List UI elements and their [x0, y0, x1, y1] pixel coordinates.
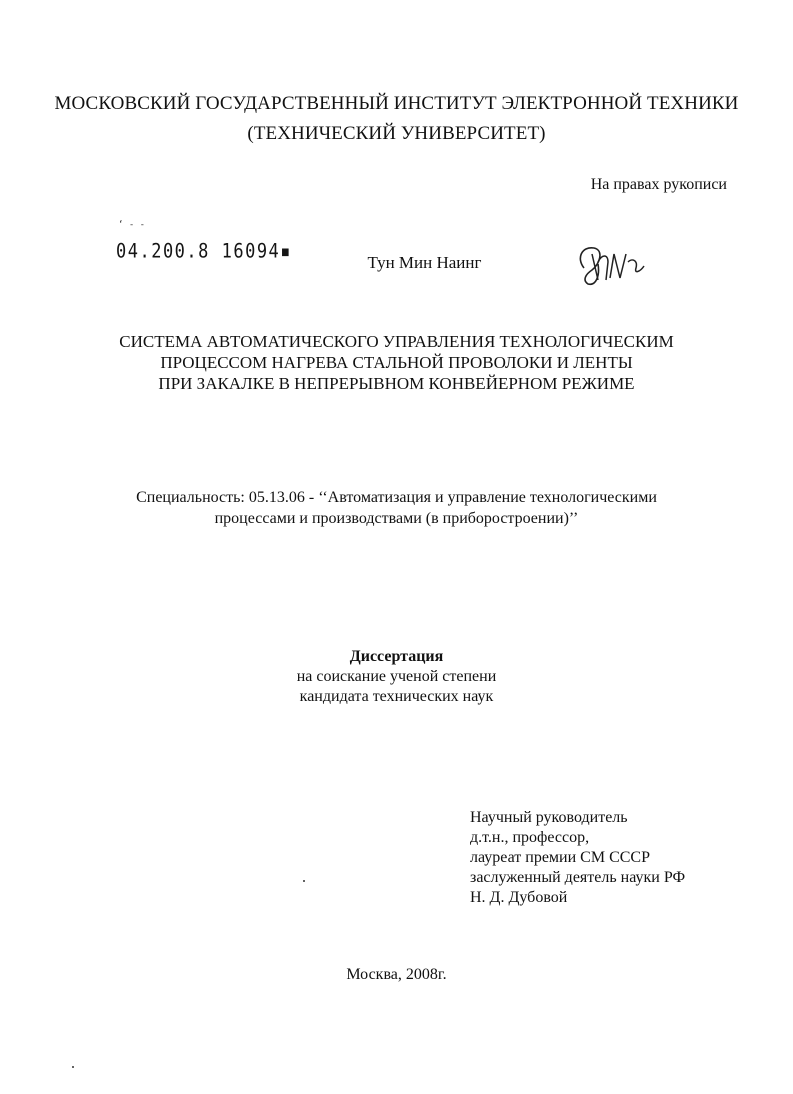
stamp-digits: 04.200.8 16094	[116, 240, 281, 263]
manuscript-note: На правах рукописи	[590, 176, 727, 193]
author-name: Тун Мин Наинг	[367, 253, 482, 272]
scan-speck	[303, 880, 305, 882]
institution-subtitle: (ТЕХНИЧЕСКИЙ УНИВЕРСИТЕТ)	[247, 123, 546, 144]
supervisor-block	[470, 808, 685, 908]
stamp-dash-icon: ▪	[280, 240, 293, 263]
dissertation-block	[0, 647, 793, 707]
supervisor-line: Научный руководитель	[470, 809, 628, 826]
specialty	[0, 487, 793, 529]
specialty-line: Специальность: 05.13.06 - ‘‘Автоматизация и управление технологическими	[136, 489, 657, 506]
supervisor-line: заслуженный деятель науки РФ	[470, 869, 686, 886]
title-line: ПРОЦЕССОМ НАГРЕВА СТАЛЬНОЙ ПРОВОЛОКИ И ЛЕНТЫ	[160, 353, 633, 372]
dissertation-heading: Диссертация	[349, 648, 444, 665]
supervisor-name: Н. Д. Дубовой	[470, 889, 568, 906]
title-line: ПРИ ЗАКАЛКЕ В НЕПРЕРЫВНОМ КОНВЕЙЕРНОМ РЕЖИМЕ	[158, 374, 635, 393]
dissertation-title	[0, 331, 793, 394]
degree-line: кандидата технических наук	[299, 688, 494, 705]
institution-name: МОСКОВСКИЙ ГОСУДАРСТВЕННЫЙ ИНСТИТУТ ЭЛЕКТРОННОЙ ТЕХНИКИ	[54, 93, 739, 114]
degree-line: на соискание ученой степени	[296, 668, 497, 685]
institution-header	[0, 89, 793, 149]
city-year: Москва, 2008г.	[346, 966, 447, 983]
signature-image	[570, 240, 648, 288]
specialty-line: процессами и производствами (в приборостроении)’’	[214, 510, 579, 527]
scan-speck	[72, 1066, 74, 1068]
stamp-marks: ‘ - -	[118, 220, 146, 230]
supervisor-line: д.т.н., профессор,	[470, 829, 590, 846]
title-line: СИСТЕМА АВТОМАТИЧЕСКОГО УПРАВЛЕНИЯ ТЕХНОЛОГИЧЕСКИМ	[119, 332, 674, 351]
supervisor-line: лауреат премии СМ СССР	[470, 849, 650, 866]
